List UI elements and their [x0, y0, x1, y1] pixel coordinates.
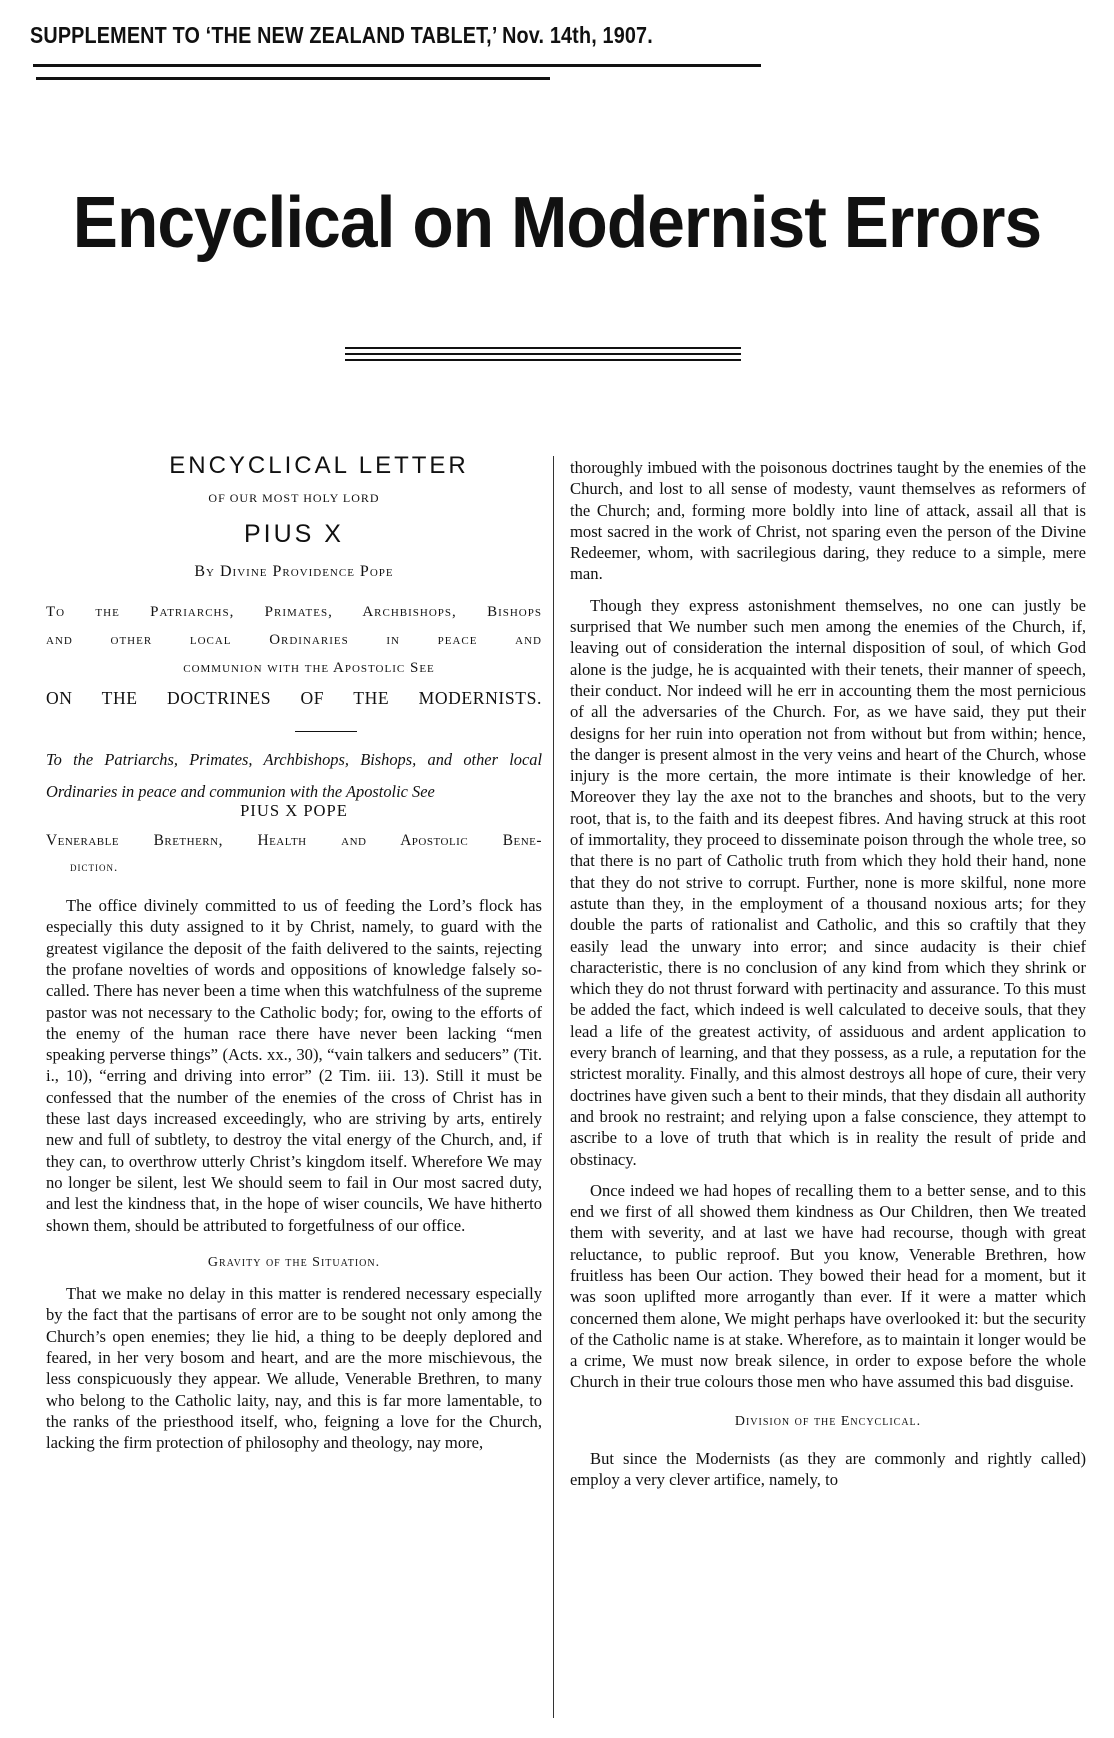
pius-x-pope: PIUS X POPE: [240, 801, 348, 821]
right-paragraph-1: thoroughly imbued with the poisonous doctrines taught by the enemies of the Church, and lost to all sense of modesty, vaunt themselves as reformers of the Church; and, forming more boldly into line of attack, assail all that is most sacred in the work of Christ, not sparing even the person of the Divine Redeemer, whom, with sacrilegious daring, they reduce to a simple, mere man.: [570, 458, 1086, 584]
of-lord-line: OF OUR MOST HOLY LORD: [208, 491, 380, 506]
division-heading: Division of the Encyclical.: [734, 1413, 922, 1429]
right-paragraph-3: Once indeed we had hopes of recalling them to a better sense, and to this end we first of all showed them kindness as Our Children, then We treated them with severity, and at last we have had recourse, though with great reluctance, to public reproof. But you know, Venerable Brethren, how fruitless has been Our action. They bowed their head for a moment, but it was soon uplifted more arrogantly than ever. If it were a matter which concerned them alone, We might perhaps have overlooked it: but the security of the Catholic name is at stake. Wherefore, as to maintain it longer would be a crime, We must now break silence, in order to expose before the whole Church in their true colours those men who have assumed this bad disguise.: [570, 1180, 1086, 1392]
title-rule-3: [345, 359, 741, 361]
opening-paragraph: The office divinely committed to us of feeding the Lord’s flock has especially this duty assigned to it by Christ, namely, to guard with the greatest vigilance the deposit of the faith delivered to the saints, rejecting the profane novelties of words and oppositions of knowledge falsely so-called. There has never been a time when this watchfulness of the supreme pastor was not necessary to the Catholic body; for, owing to the efforts of the enemy of the human race there have never been lacking “men speaking perverse things” (Acts. xx., 30), “vain talkers and seducers” (Tit. i., 10), “erring and driving into error” (2 Tim. iii. 13). Still it must be confessed that the number of the enemies of the cross of Christ has in these last days increased exceedingly, who are striving by arts, entirely new and full of subtlety, to destroy the vital energy of the Church, and, if they can, to overthrow utterly Christ’s kingdom itself. Wherefore We may no longer be silent, lest We should seem to fail in Our most sacred duty, and lest the kindness that, in the hope of wiser councils, We have hitherto shown them, should be attributed to forgetfulness of our office.: [46, 896, 542, 1235]
pope-name: PIUS X: [244, 519, 344, 548]
by-providence-line: By Divine Providence Pope: [194, 562, 394, 580]
doctrines-heading: ON THE DOCTRINES OF THE MODERNISTS.: [46, 688, 542, 709]
header-rule-thick: [33, 64, 761, 67]
short-divider: [295, 731, 357, 732]
italic-address: To the Patriarchs, Primates, Archbishops, Bishops, and other local Ordinaries in peace and communion with the Apostolic See: [46, 750, 542, 802]
supplement-header: SUPPLEMENT TO ‘THE NEW ZEALAND TABLET,’ Nov. 14th, 1907.: [30, 22, 653, 48]
encyclical-letter-heading: ENCYCLICAL LETTER: [169, 452, 469, 479]
address-line-2: and other local Ordinaries in peace and: [46, 632, 542, 649]
right-paragraph-2: Though they express astonishment themselves, no one can justly be surprised that We number such men among the enemies of the Church, if, leaving out of consideration the internal disposition of soul, of which God alone is the judge, he is acquainted with their tenets, their manner of speech, their conduct. Nor indeed will he err in accounting them the most pernicious of all the adversaries of the Church. For, as we have said, they put their designs for her ruin into operation not from without but from within; hence, the danger is present almost in the very veins and heart of the Church, whose injury is the more certain, the more intimate is their knowledge of her. Moreover they lay the axe not to the branches and shoots, but to the very root, that is, to the faith and its deepest fibres. And having struck at this root of immortality, they proceed to disseminate poison through the whole tree, so that there is no part of Catholic truth from which they hold their hand, none that they do not strive to corrupt. Further, none is more skilful, none more astute than they, in the employment of a thousand noxious arts; for they double the parts of rationalist and Catholic, and this so craftily that they easily lead the unwary into error; and since audacity is their chief characteristic, there is no conclusion of any kind from which they shrink or which they do not thrust forward with pertinacity and assurance. To this must be added the fact, which indeed is well calculated to deceive souls, that they lead a life of the greatest activity, of assiduous and ardent application to every branch of learning, and that they possess, as a rule, a reputation for the strictest morality. Finally, and this almost destroys all hope of cure, their very doctrines have given such a bent to their minds, that they disdain all authority and brook no restraint; and relying upon a false conscience, they attempt to ascribe to a love of truth that which is in reality the result of pride and obstinacy.: [570, 595, 1086, 1169]
salutation: Venerable Brethern, Health and Apostolic Bene-: [46, 831, 542, 849]
page-title: Encyclical on Modernist Errors: [72, 183, 1042, 263]
address-line-1: To the Patriarchs, Primates, Archbishops, Bishops: [46, 604, 542, 621]
title-rule-2: [345, 353, 741, 355]
title-rule-1: [345, 347, 741, 349]
salutation-continued: diction.: [70, 858, 119, 874]
right-column: [570, 457, 1086, 1491]
column-divider: [553, 456, 554, 1718]
gravity-paragraph: That we make no delay in this matter is rendered necessary especially by the fact that the partisans of error are to be sought not only among the Church’s open enemies; they lie hid, a thing to be deeply deplored and feared, in her very bosom and heart, and are the more mischievous, the less conspicuously they appear. We allude, Venerable Brethren, to many who belong to the Catholic laity, nay, and this is far more lamentable, to the ranks of the priesthood itself, who, feigning a love for the Church, lacking the firm protection of philosophy and theology, nay more,: [46, 1284, 542, 1453]
division-paragraph: But since the Modernists (as they are commonly and rightly called) employ a very clever artifice, namely, to: [570, 1449, 1086, 1490]
header-rule-secondary: [36, 77, 550, 80]
left-column: [46, 452, 542, 1454]
gravity-heading: Gravity of the Situation.: [207, 1254, 381, 1270]
address-line-3: communion with the Apostolic See: [183, 660, 435, 677]
